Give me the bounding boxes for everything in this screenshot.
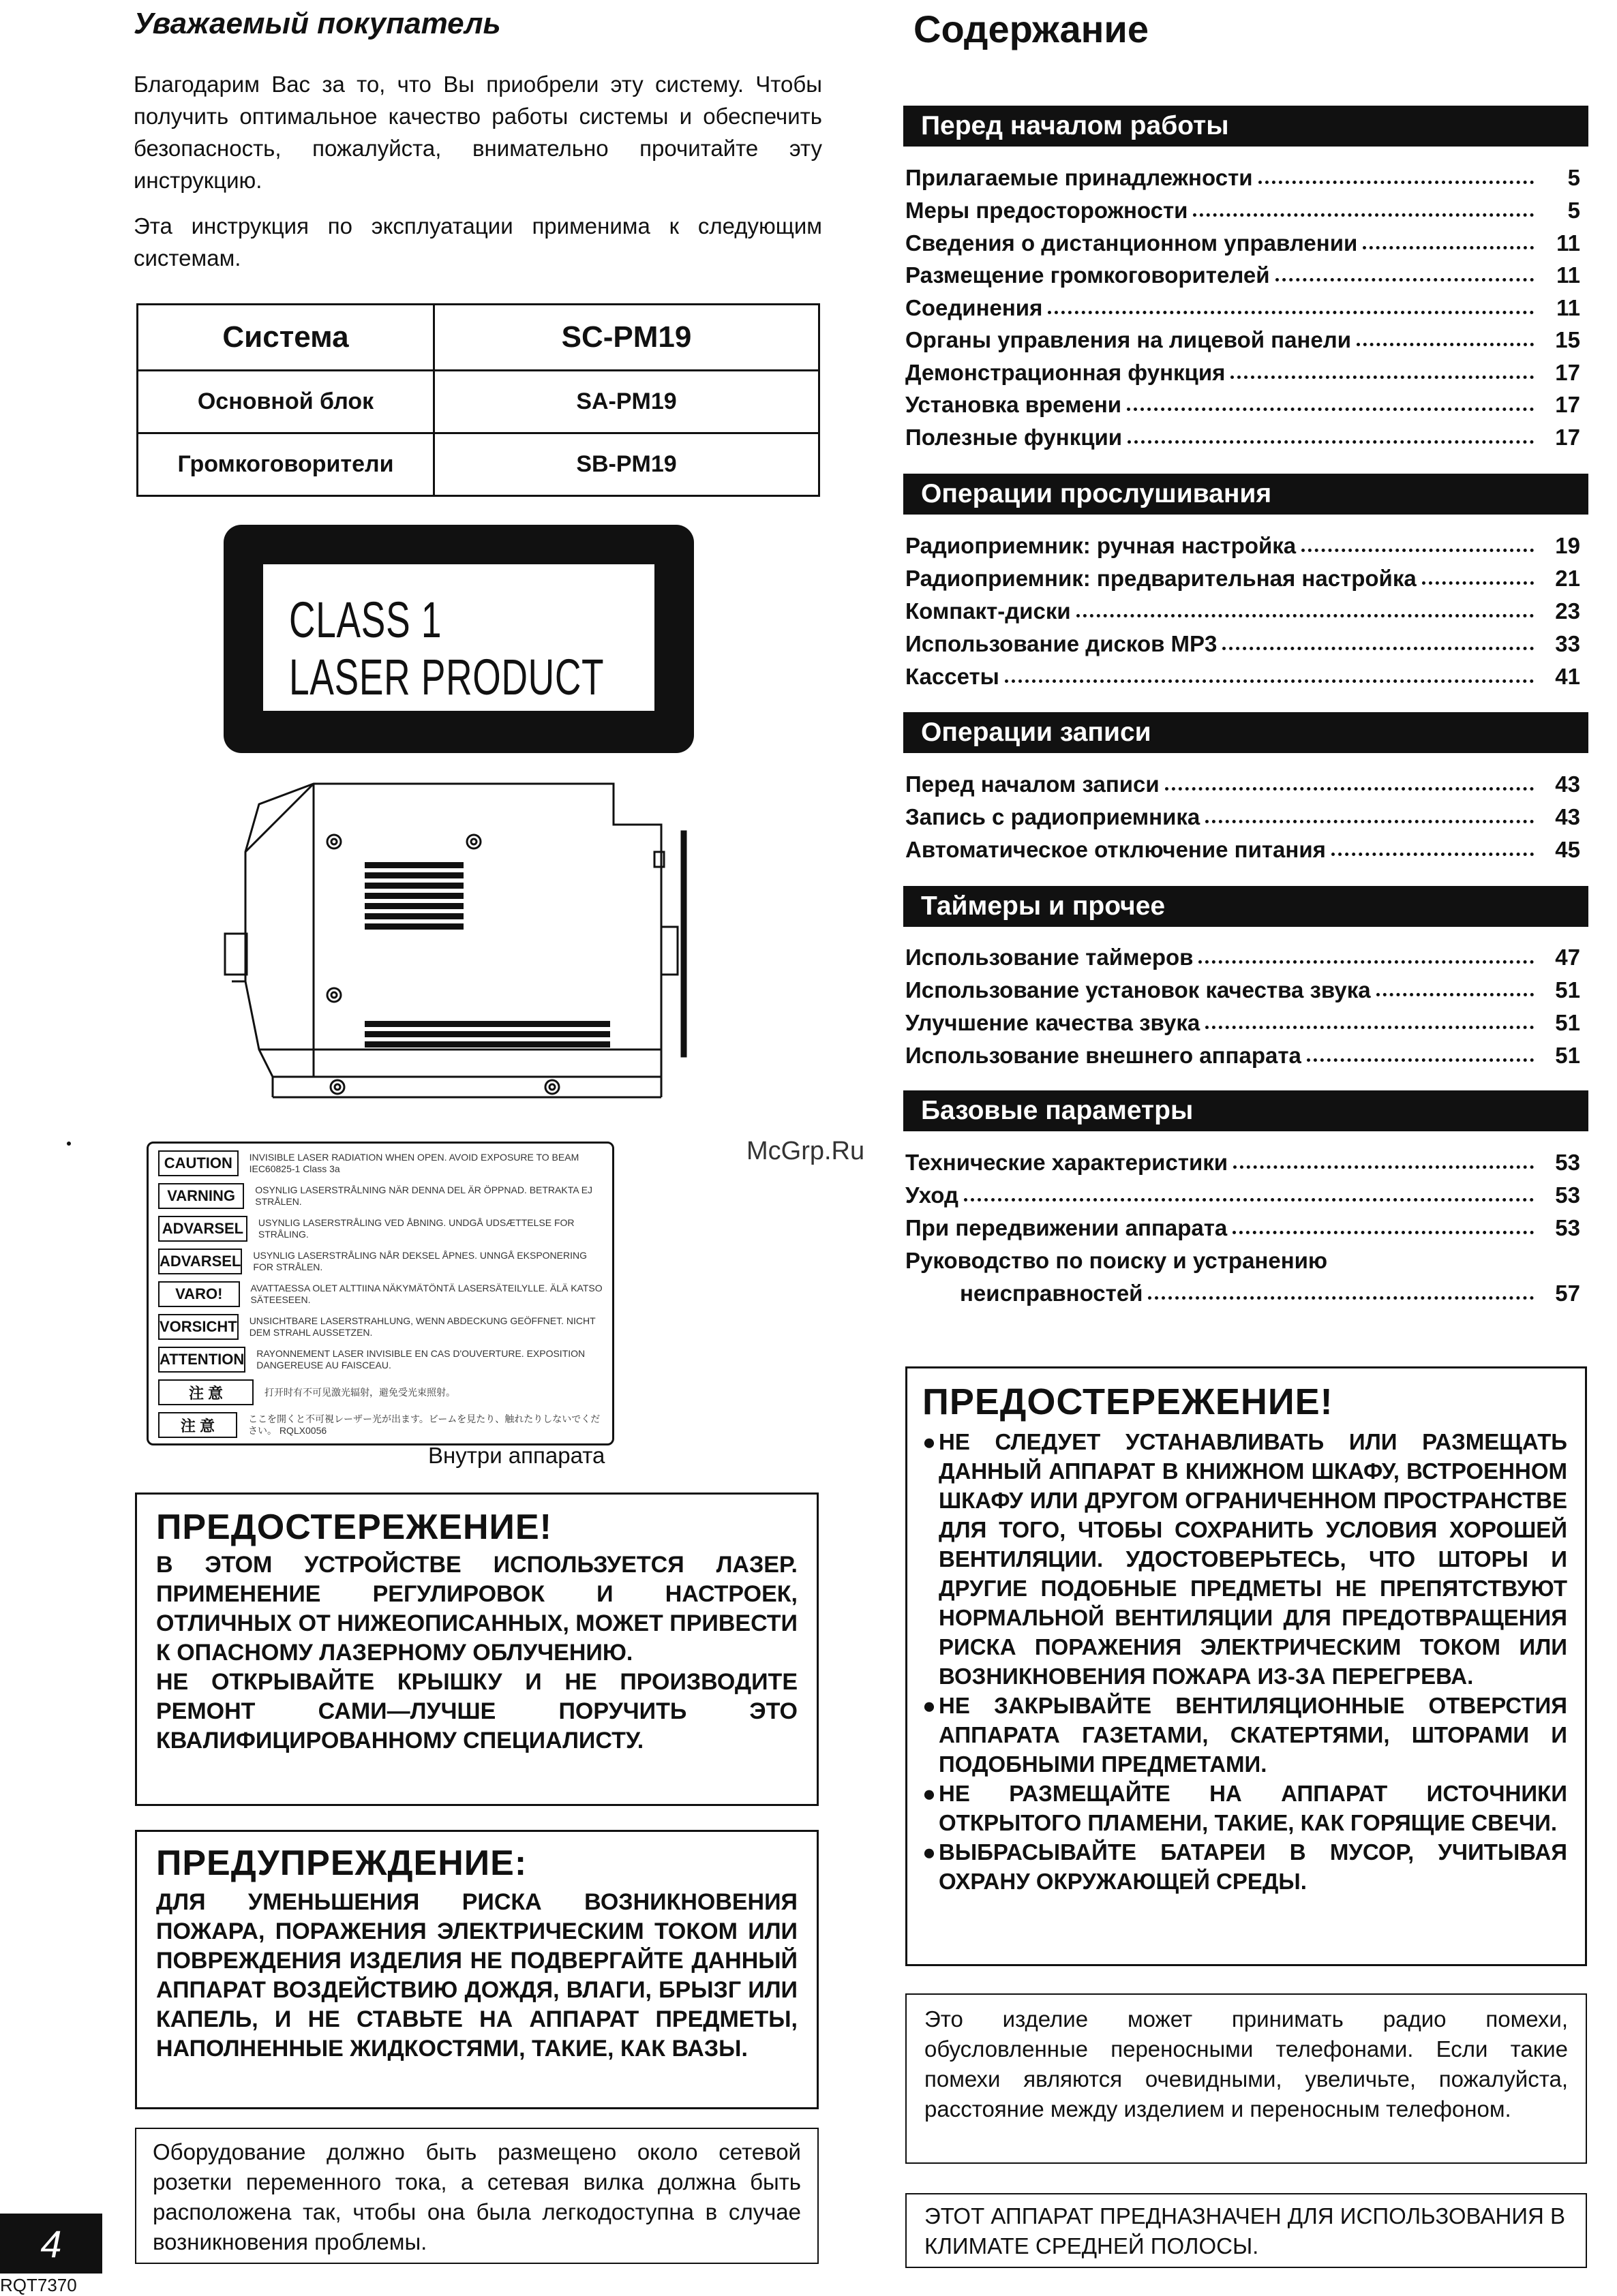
label-text: 打开时有不可见激光辐射，避免受光束照射。 <box>265 1386 455 1398</box>
intro-paragraph: Благодарим Вас за то, что Вы приобрели эту систему. Чтобы получить оптимальное качество работы системы и обеспечить безопасность, пожалуйста, внимательно прочитайте эту инструкцию. <box>134 72 822 193</box>
toc-item[interactable]: Технические характеристики 53 <box>905 1150 1580 1175</box>
laser-class-label <box>224 525 694 753</box>
power-outlet-note: Оборудование должно быть размещено около сетевой розетки переменного тока, а сетевая вилка должна быть расположена так, чтобы она была легкодоступна в случае возникновения проблемы. <box>135 2128 819 2264</box>
label-tag: ADVARSEL <box>158 1249 242 1274</box>
label-tag: ATTENTION <box>158 1347 245 1373</box>
label-text: AVATTAESSA OLET ALTTIINA NÄKYMÄTÖNTÄ LASERSÄTEILYLLE. ÄLÄ KATSO SÄTEESEEN. <box>250 1283 603 1305</box>
toc-item[interactable]: Установка времени 17 <box>905 392 1580 417</box>
toc-item[interactable]: Компакт-диски 23 <box>905 598 1580 624</box>
laser-warning-label <box>147 1142 614 1445</box>
radio-interference-note: Это изделие может принимать радио помехи, обусловленные переносными телефонами. Если такие помехи являются очевидными, увеличьте, пожалуйста, расстояние между изделием и переносным телефоном. <box>905 1993 1587 2164</box>
label-tag: CAUTION <box>158 1150 239 1176</box>
toc-item[interactable]: Меры предосторожности 5 <box>905 198 1580 223</box>
toc-title: Содержание <box>913 7 1149 50</box>
toc-item[interactable]: Соединения 11 <box>905 295 1580 320</box>
caution-text-2: НЕ ОТКРЫВАЙТЕ КРЫШКУ И НЕ ПРОИЗВОДИТЕ РЕМОНТ САМИ—ЛУЧШЕ ПОРУЧИТЬ ЭТО КВАЛИФИЦИРОВАННОМУ СПЕЦИАЛИСТУ. <box>156 1669 798 1754</box>
device-side-illustration <box>218 777 695 1104</box>
table-cell: SA-PM19 <box>434 371 819 433</box>
laser-caution-box <box>135 1493 819 1806</box>
caution-item: ● НЕ РАЗМЕЩАЙТЕ НА АППАРАТ ИСТОЧНИКИ ОТКРЫТОГО ПЛАМЕНИ, ТАКИЕ, КАК ГОРЯЩИЕ СВЕЧИ. <box>922 1781 1567 1835</box>
toc-item[interactable]: Использование установок качества звука 51 <box>905 977 1580 1002</box>
toc-item[interactable]: Размещение громкоговорителей 11 <box>905 262 1580 288</box>
caution-title: ПРЕДОСТЕРЕЖЕНИЕ! <box>922 1381 1333 1422</box>
placement-caution-box <box>905 1366 1587 1966</box>
margin-dot <box>67 1142 71 1146</box>
toc-section-heading: Операции записи <box>903 712 1588 753</box>
toc-item[interactable]: Полезные функции 17 <box>905 425 1580 450</box>
label-text: RAYONNEMENT LASER INVISIBLE EN CAS D'OUVERTURE. EXPOSITION DANGEREUSE AU FAISCEAU. <box>256 1348 586 1371</box>
climate-note: ЭТОТ АППАРАТ ПРЕДНАЗНАЧЕН ДЛЯ ИСПОЛЬЗОВАНИЯ В КЛИМАТЕ СРЕДНЕЙ ПОЛОСЫ. <box>905 2193 1587 2268</box>
toc-item[interactable]: неисправностей 57 <box>960 1281 1580 1306</box>
toc-item[interactable]: При передвижении аппарата 53 <box>905 1215 1580 1240</box>
toc-item[interactable]: Органы управления на лицевой панели 15 <box>905 327 1580 352</box>
warning-title: ПРЕДУПРЕЖДЕНИЕ: <box>156 1843 528 1883</box>
caution-text: В ЭТОМ УСТРОЙСТВЕ ИСПОЛЬЗУЕТСЯ ЛАЗЕР. ПРИМЕНЕНИЕ РЕГУЛИРОВОК И НАСТРОЕК, ОТЛИЧНЫХ ОТ НИЖЕОПИСАННЫХ, МОЖЕТ ПРИВЕСТИ К ОПАСНОМУ ЛАЗЕРНОМУ ОБЛУЧЕНИЮ. <box>156 1552 798 1666</box>
toc-item[interactable]: Автоматическое отключение питания 45 <box>905 837 1580 862</box>
applicability-paragraph: Эта инструкция по эксплуатации применима к следующим системам. <box>134 213 822 271</box>
toc-item[interactable]: Радиоприемник: предварительная настройка 21 <box>905 566 1580 591</box>
label-tag: VARNING <box>158 1183 244 1209</box>
toc-item[interactable]: Запись с радиоприемника 43 <box>905 804 1580 829</box>
toc-item[interactable]: Улучшение качества звука 51 <box>905 1010 1580 1035</box>
caution-item: ● ВЫБРАСЫВАЙТЕ БАТАРЕИ В МУСОР, УЧИТЫВАЯ ОХРАНУ ОКРУЖАЮЩЕЙ СРЕДЫ. <box>922 1839 1567 1894</box>
toc-item[interactable]: Сведения о дистанционном управлении 11 <box>905 230 1580 256</box>
caution-title: ПРЕДОСТЕРЕЖЕНИЕ! <box>156 1507 552 1547</box>
label-text: UNSICHTBARE LASERSTRAHLUNG, WENN ABDECKUNG GEÖFFNET. NICHT DEM STRAHL AUSSETZEN. <box>249 1315 596 1338</box>
page-number: 4 <box>0 2214 102 2274</box>
table-cell: Система <box>138 305 434 371</box>
label-text: INVISIBLE LASER RADIATION WHEN OPEN. AVOID EXPOSURE TO BEAM IEC60825-1 Class 3a <box>249 1152 579 1174</box>
label-tag: VORSICHT <box>158 1314 239 1340</box>
table-cell: Громкоговорители <box>138 433 434 496</box>
document-code: RQT7370 <box>0 2275 77 2295</box>
toc-item[interactable]: Перед началом записи 43 <box>905 771 1580 797</box>
toc-item[interactable]: Радиоприемник: ручная настройка 19 <box>905 533 1580 558</box>
warning-text: ДЛЯ УМЕНЬШЕНИЯ РИСКА ВОЗНИКНОВЕНИЯ ПОЖАРА, ПОРАЖЕНИЯ ЭЛЕКТРИЧЕСКИМ ТОКОМ ИЛИ ПОВРЕЖДЕНИЯ ИЗДЕЛИЯ НЕ ПОДВЕРГАЙТЕ ДАННЫЙ АППАРАТ ВОЗДЕЙСТВИЮ ДОЖДЯ, ВЛАГИ, БРЫЗГ ИЛИ КАПЕЛЬ, И НЕ СТАВЬТЕ НА АППАРАТ ПРЕДМЕТЫ, НАПОЛНЕННЫЕ ЖИДКОСТЯМИ, ТАКИЕ, КАК ВАЗЫ. <box>156 1889 798 2062</box>
toc-item[interactable]: Уход 53 <box>905 1182 1580 1208</box>
caution-item: ● НЕ ЗАКРЫВАЙТЕ ВЕНТИЛЯЦИОННЫЕ ОТВЕРСТИЯ АППАРАТА ГАЗЕТАМИ, СКАТЕРТЯМИ, ШТОРАМИ И ПОДОБНЫМИ ПРЕДМЕТАМИ. <box>922 1693 1567 1777</box>
label-tag: 注 意 <box>158 1412 237 1438</box>
toc-item[interactable]: Руководство по поиску и устранению <box>905 1248 1328 1273</box>
laser-label-line2: LASER PRODUCT <box>289 649 605 705</box>
label-tag: VARO! <box>158 1281 240 1307</box>
label-caption: Внутри аппарата <box>428 1443 605 1468</box>
toc-item[interactable]: Демонстрационная функция 17 <box>905 360 1580 385</box>
toc-item[interactable]: Кассеты 41 <box>905 664 1580 689</box>
toc-item[interactable]: Прилагаемые принадлежности 5 <box>905 165 1580 190</box>
table-cell: Основной блок <box>138 371 434 433</box>
toc-item[interactable]: Использование внешнего аппарата 51 <box>905 1043 1580 1068</box>
label-tag: 注 意 <box>158 1379 254 1405</box>
toc-item[interactable]: Использование дисков MP3 33 <box>905 631 1580 656</box>
watermark: McGrp.Ru <box>746 1137 865 1165</box>
toc-section-heading: Таймеры и прочее <box>903 886 1588 927</box>
label-text: USYNLIG LASERSTRÅLING VED ÅBNING. UNDGÅ UDSÆTTELSE FOR STRÅLING. <box>258 1217 575 1240</box>
toc-section-heading: Базовые параметры <box>903 1090 1588 1131</box>
laser-label-line1: CLASS 1 <box>289 592 442 648</box>
label-tag: ADVARSEL <box>158 1216 247 1242</box>
greeting-title: Уважаемый покупатель <box>134 7 501 40</box>
table-cell: SB-PM19 <box>434 433 819 496</box>
system-models-table <box>136 303 820 497</box>
toc-section-heading: Операции прослушивания <box>903 474 1588 515</box>
caution-item: ● НЕ СЛЕДУЕТ УСТАНАВЛИВАТЬ ИЛИ РАЗМЕЩАТЬ ДАННЫЙ АППАРАТ В КНИЖНОМ ШКАФУ, ВСТРОЕННОМ ШКАФУ ИЛИ ДРУГОМ ОГРАНИЧЕННОМ ПРОСТРАНСТВЕ ДЛЯ ТОГО, ЧТОБЫ СОХРАНИТЬ УСЛОВИЯ ХОРОШЕЙ ВЕНТИЛЯЦИИ. УДОСТОВЕРЬТЕСЬ, ЧТО ШТОРЫ И ДРУГИЕ ПОДОБНЫЕ ПРЕДМЕТЫ НЕ ПРЕПЯТСТВУЮТ НОРМАЛЬНОЙ ВЕНТИЛЯЦИИ ДЛЯ ПРЕДОТВРАЩЕНИЯ РИСКА ПОРАЖЕНИЯ ЭЛЕКТРИЧЕСКИМ ТОКОМ ИЛИ ВОЗНИКНОВЕНИЯ ПОЖАРА ИЗ-ЗА ПЕРЕГРЕВА. <box>922 1429 1567 1689</box>
toc-item[interactable]: Использование таймеров 47 <box>905 945 1580 970</box>
fire-warning-box <box>135 1830 819 2109</box>
label-text: OSYNLIG LASERSTRÅLNING NÄR DENNA DEL ÄR ÖPPNAD. BETRAKTA EJ STRÅLEN. <box>255 1184 593 1207</box>
toc-section-heading: Перед началом работы <box>903 106 1588 147</box>
label-text: USYNLIG LASERSTRÅLING NÅR DEKSEL ÅPNES. UNNGÅ EKSPONERING FOR STRÅLEN. <box>253 1250 588 1272</box>
label-text: ここを開くと不可視レーザー光が出ます。ビームを見たり、触れたりしないでください。 RQLX0056 <box>247 1413 601 1436</box>
table-cell: SC-PM19 <box>434 305 819 371</box>
